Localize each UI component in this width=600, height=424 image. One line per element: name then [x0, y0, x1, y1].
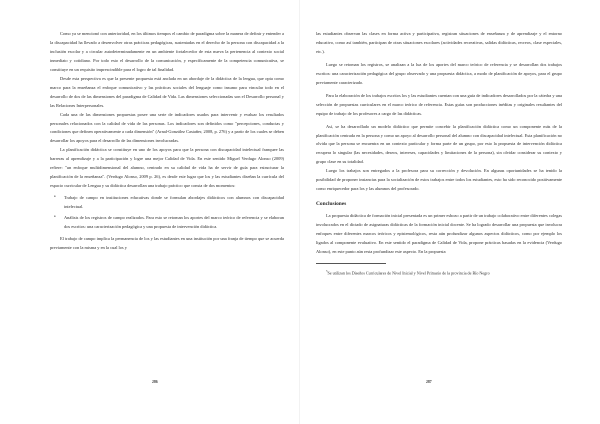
list-item: [54, 214, 284, 232]
footnote-text: Se utilizan los Diseños Curriculares de Nivel Inicial y Nivel Primario de la provincia de Río Negro: [327, 270, 490, 276]
page-number: 287: [426, 380, 432, 384]
body-paragraph: las estudiantes observan las clases en forma activa y participativa, registran situaciones de enseñanza y de aprendizaje y el entorno educativo, como así también, participan de otras situaciones escolares (actividades recreativas, salidas didácticas, recreos, clase especiales, etc.).: [316, 31, 562, 54]
list-item-text: Análisis de los registros de campo realizados. Para esto se retoman los aportes del marco teórico de referencia y se elaboran dos escritos: una caracterización pedagógica y una propuesta de intervención didáctica.: [64, 215, 284, 230]
body-paragraph: Luego se retoman los registros, se analizan a la luz de los aportes del marco teórico de referencia y se desarrollan dos trabajos escritos: una caracterización pedagógica del grupo observado y una propuesta didáctica, a modo de planificación de apoyos, para el grupo previamente caracterizado.: [316, 61, 562, 85]
body-paragraph: El trabajo de campo implica la permanencia de los y las estudiantes en una institución por una franja de tiempo que se acuerda previamente con la misma y en la cual los y: [50, 235, 284, 250]
bullet-icon: •: [54, 195, 56, 201]
page-number: 286: [152, 380, 158, 384]
body-paragraph: Luego los trabajos son entregados a la profesora para su corrección y devolución. En algunas oportunidades se ha tenido la posibilidad de proponer instancias para la socialización de estos trabajos entre todos los estudiantes, esto ha sido reconocido positivamente como enriquecedor para los y las alumnos del profesorado.: [316, 168, 562, 192]
footnote: [316, 267, 562, 277]
body-paragraph: Como ya se mencionó con anterioridad, en los últimos tiempos el cambio de paradigma sobre la manera de definir y entender a la discapacidad ha llevado a desenvolver otras prácticas pedagógicas, sustentadas en el derecho de la persona con discapacidad a la inclusión escolar y a circular autodeterminadamente en un ambiente fortalecedor de esta nueva la pertenencia al contexto social inmediato y cotidiano. Por todo esto el desarrollo de la comunicación, y específicamente de la competencia comunicativa, se constituye en un requisito imprescindible para el logro de tal finalidad.: [50, 31, 284, 72]
bullet-list: [50, 194, 284, 232]
list-item: [54, 194, 284, 212]
body-paragraph: Cada una de las dimensiones propuestas posee una serie de indicadores usados para intervenir y evaluar los resultados personales relacionados con la calidad de vida de las personas. Los indicadores son definidos como "percepciones, conductas y condiciones que definen operativamente a cada dimensión" (Arnal-González Castañer, 2008, p. 276) y a partir de los cuales se deben desarrollar los apoyos para el desarrollo de las dimensiones involucradas.: [50, 111, 284, 144]
bullet-icon: •: [54, 215, 56, 221]
body-paragraph: Desde esta perspectiva es que la presente propuesta está anclada en un abordaje de la didáctica de la lengua, que opta como marco para la enseñanza el enfoque comunicativo y las prácticas sociales del lenguaje como insumo para vincular todo en el desarrollo de dos de las dimensiones del paradigma de Calidad de Vida. Las dimensiones seleccionadas son el Desarrollo personal y las Relaciones Interpersonales.: [50, 75, 284, 108]
footnote-rule: [316, 263, 386, 264]
list-item-text: Trabajo de campo en instituciones educativas donde se formulan abordajes didácticos con alumnos con discapacidad intelectual.: [64, 195, 284, 210]
body-paragraph: La planificación didáctica se constituye en uno de los apoyos para que la persona con discapacidad intelectual franquee las barreras al aprendizaje y a la participación y logre una mejor Calidad de Vida. En este sentido Miguel Verdugo Alonso (2009) refiere: "un enfoque multidimensional del alumno, centrado en su calidad de vida ha de servir de guía para estructurar la planificación de la enseñanza". (Verdugo Alonso, 2009 p. 26), es desde este lugar que los y las estudiantes diseñan la currícula del espacio curricular de Lengua y su didáctica desarrollan una trabajo práctico que consta de dos momentos:: [50, 147, 284, 189]
body-paragraph: Para la elaboración de los trabajos escritos los y las estudiantes cuentan con una guía de indicadores desarrollados por la cátedra y una selección de propuestas curriculares en el marco teórico de referencia. Estas guías son producciones inéditas y originales resultantes del equipo de trabajo de los profesores a cargo de las didácticas.: [316, 92, 562, 116]
footnote-marker: 5: [326, 268, 328, 273]
body-paragraph: Así, se ha desarrollado un modelo didáctico que permite concebir la planificación didáctica como un componente más de la planificación centrada en la persona y como un apoyo al desarrollo personal del alumno con discapacidad intelectual. Esta planificación no olvida que la persona se encuentra en un contexto particular y forma parte de un grupo, por esto la propuesta de intervención didáctica recupera lo singular (las necesidades, deseos, intereses, capacidades y limitaciones de la persona), sin olvidar considerar su contexto y grupo clase en su totalidad.: [316, 123, 562, 165]
body-paragraph: La propuesta didáctica de formación inicial presentada es un primer esbozo a partir de un trabajo colaborativo entre diferentes colegas involucrados en el dictado de asignaturas didácticas de la formación inicial docente. Se ha logrado desarrollar una propuesta que involucra enfoques entre diferentes marcos teóricos y epistemológicos, resta aún profundizar algunos aspectos didácticos, como por ejemplo los ligados al componente evaluativo. En este sentido el paradigma de Calidad de Vida, propone prácticas basadas en la evidencia (Verdugo Alonso), en este punto aún resta profundizar este aspecto. En la propuesta: [316, 213, 562, 255]
conclusions-heading: Conclusiones: [316, 201, 347, 208]
right-page: [300, 0, 600, 424]
